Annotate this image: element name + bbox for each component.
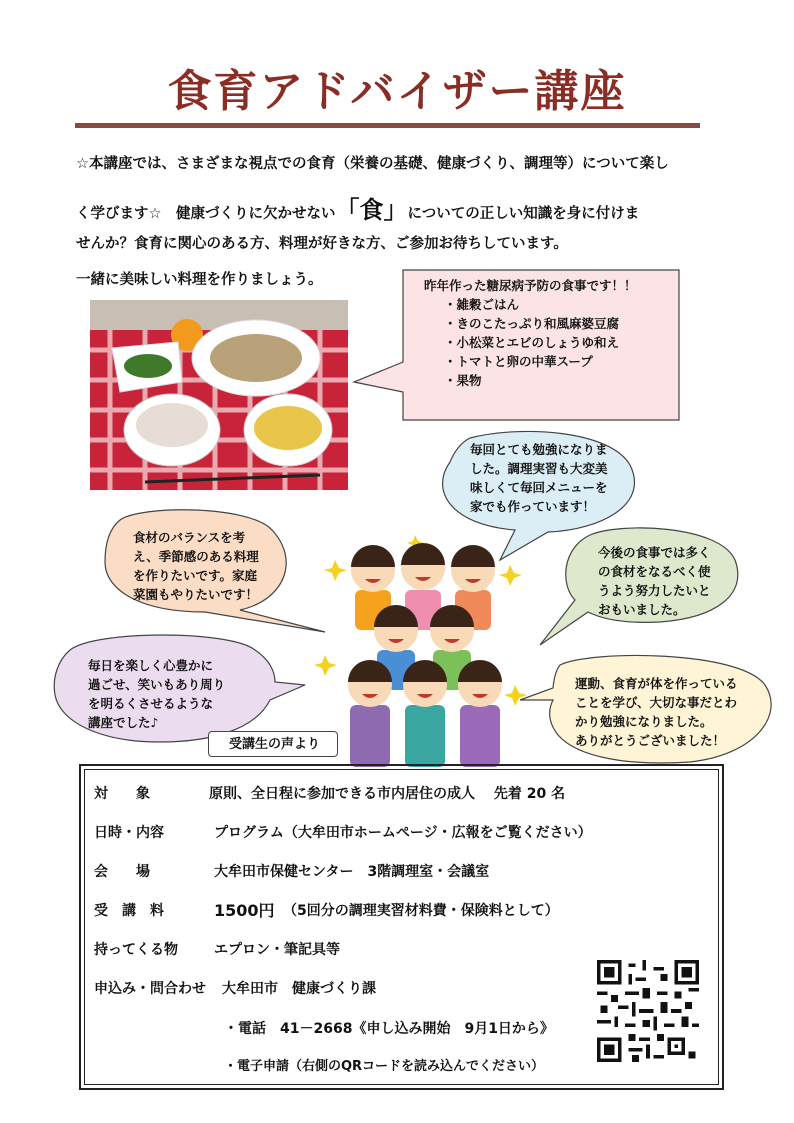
voice-bubble-green xyxy=(598,543,711,619)
voice-bubble-yellow xyxy=(575,674,738,750)
venue-value: 大牟田市保健センター 3階調理室・会議室 xyxy=(214,864,490,880)
apply-value: 大牟田市 健康づくり課 xyxy=(222,981,376,997)
menu-item: ・雑穀ごはん xyxy=(444,297,520,312)
bubble-line: の食材をなるべく使 xyxy=(598,564,711,579)
intro-line-2-pre: く学びます☆ 健康づくりに欠かせない xyxy=(76,206,336,222)
bubble-line: 家でも作っています！ xyxy=(470,499,596,514)
bubble-line: 運動、食育が体を作っている xyxy=(575,676,738,691)
fee-amount: 1500円 xyxy=(214,901,275,920)
bubble-line: を明るくさせるような xyxy=(88,696,214,711)
fee-note: （5回分の調理実習材料費・保険料として） xyxy=(283,903,559,919)
bring-value: エプロン・筆記具等 xyxy=(214,942,340,958)
menu-item: ・トマトと卵の中華スープ xyxy=(444,354,593,369)
bubble-line: ありがとうございました！ xyxy=(575,733,726,748)
bubble-line: 味しくて毎回メニューを xyxy=(470,480,608,495)
qr-code[interactable] xyxy=(597,960,699,1062)
bubble-line: え、季節感のある料理 xyxy=(133,549,259,564)
intro-highlight-food: 「食」 xyxy=(335,196,408,224)
menu-item: ・果物 xyxy=(444,373,482,388)
voice-bubble-orange xyxy=(133,528,259,604)
bubble-line: かり勉強になりました。 xyxy=(575,714,713,729)
bubble-line: 講座でした♪ xyxy=(88,715,159,730)
intro-line-1: ☆本講座では、さまざまな視点での食育（栄養の基礎、健康づくり、調理等）について楽し xyxy=(76,156,669,172)
page-title: 食育アドバイザー講座 xyxy=(167,66,627,117)
datetime-value: プログラム（大牟田市ホームページ・広報をご覧ください） xyxy=(214,825,592,841)
menu-bubble xyxy=(424,276,637,390)
bubble-line: 今後の食事では多く xyxy=(598,545,711,560)
bubble-line: を作りたいです。家庭 xyxy=(133,568,258,583)
bubble-line: うよう努力したいと xyxy=(598,583,711,598)
bubble-line: 菜園もやりたいです！ xyxy=(133,587,259,602)
datetime-label: 日時・内容 xyxy=(94,825,164,841)
intro-line-2-post: についての正しい知識を身に付けま xyxy=(407,206,640,222)
bring-label: 持ってくる物 xyxy=(94,942,178,958)
bubble-line: した。調理実習も大変美 xyxy=(470,461,608,476)
bubble-line: ことを学び、大切な事だとわ xyxy=(575,695,738,710)
target-value: 原則、全日程に参加できる市内居住の成人 先着 20 名 xyxy=(209,786,566,802)
intro-line-3: せんか？食育に関心のある方、料理が好きな方、ご参加お待ちしています。 xyxy=(76,236,568,252)
online-application-line: ・電子申請（右側のQRコードを読み込んでください） xyxy=(224,1059,545,1074)
bubble-line: 食材のバランスを考 xyxy=(133,530,246,545)
intro-line-4: 一緒に美味しい料理を作りましょう。 xyxy=(76,272,323,288)
bubble-line: 過ごせ、笑いもあり周り xyxy=(88,677,226,692)
cheering-people-illustration xyxy=(315,535,530,770)
phone-line: ・電話 41－2668《申し込み開始 9月1日から》 xyxy=(224,1021,554,1037)
bubble-line: 毎日を楽しく心豊かに xyxy=(88,658,214,673)
voice-bubble-blue xyxy=(470,440,608,516)
voice-bubble-pink xyxy=(88,656,225,732)
apply-label: 申込み・問合わせ xyxy=(94,981,206,997)
student-voices-label: 受講生の声より xyxy=(208,731,338,757)
menu-heading: 昨年作った糖尿病予防の食事です！！ xyxy=(424,278,637,293)
menu-item: ・小松菜とエビのしょうゆ和え xyxy=(444,335,620,350)
venue-label: 会 場 xyxy=(94,864,150,880)
menu-item: ・きのこたっぷり和風麻婆豆腐 xyxy=(444,316,620,331)
fee-label: 受 講 料 xyxy=(94,903,164,919)
bubble-line: おもいました。 xyxy=(598,602,686,617)
bubble-line: 毎回とても勉強になりま xyxy=(470,442,608,457)
target-label: 対 象 xyxy=(94,786,150,802)
